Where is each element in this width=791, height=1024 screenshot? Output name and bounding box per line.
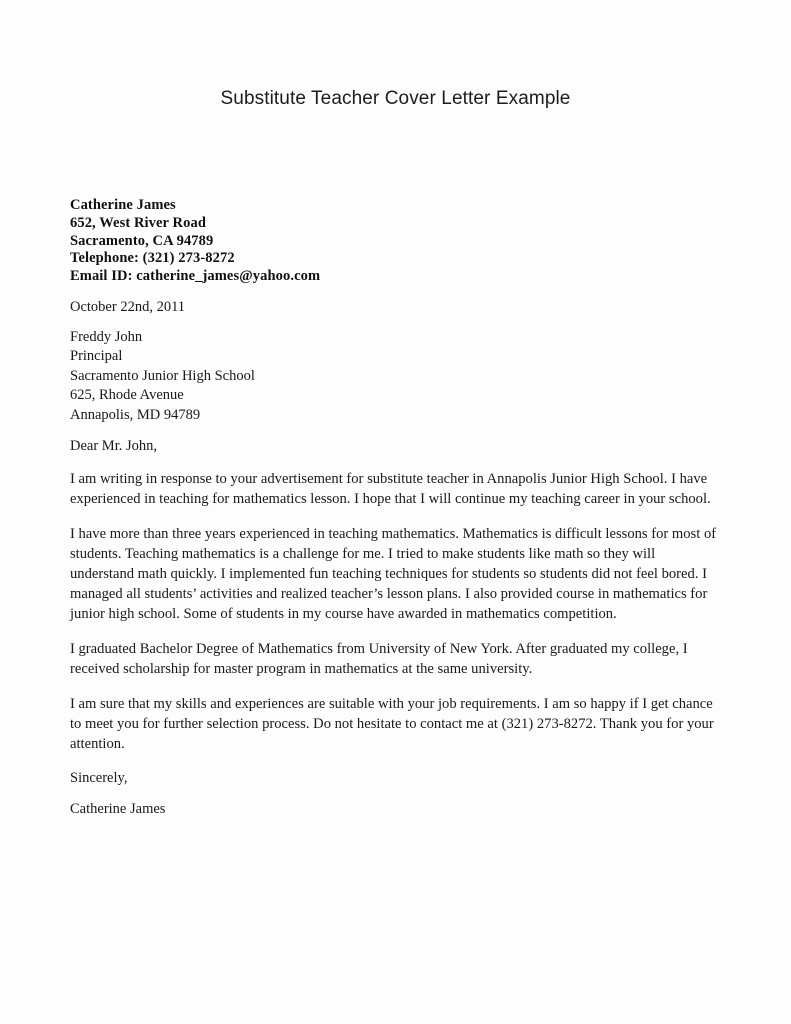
recipient-name: Freddy John (70, 328, 143, 345)
sender-address-block (70, 197, 722, 286)
signature-name: Catherine James (70, 800, 166, 817)
closing-salutation: Sincerely, (70, 769, 128, 786)
body-paragraph-4: I am sure that my skills and experiences are suitable with your job requirements. I am so happy if I get chance to meet you for further selection process. Do not hesitate to contact me at (321) 273-8272. Thank you for your attention. (70, 695, 714, 752)
recipient-street: 625, Rhode Avenue (70, 387, 184, 404)
sender-telephone: Telephone: (321) 273-8272 (70, 250, 235, 267)
sender-email: Email ID: catherine_james@yahoo.com (70, 268, 321, 285)
sender-city-state-zip: Sacramento, CA 94789 (70, 232, 214, 249)
letter-date: October 22nd, 2011 (70, 298, 186, 315)
body-paragraph-3: I graduated Bachelor Degree of Mathematics from University of New York. After graduated my college, I received scholarship for master program in mathematics at the same university. (70, 640, 688, 677)
cover-letter-body (70, 197, 722, 819)
recipient-organization: Sacramento Junior High School (70, 367, 255, 384)
salutation: Dear Mr. John, (70, 438, 157, 455)
sender-street: 652, West River Road (70, 214, 206, 231)
body-paragraph-2: I have more than three years experienced in teaching mathematics. Mathematics is difficult lessons for most of students. Teaching mathematics is a challenge for me. I tried to make students like math so they will understand math quickly. I implemented fun teaching techniques for students so students did not feel bored. I managed all students’ activities and realized teacher’s lesson plans. I also provided course in mathematics for junior high school. Some of students in my course have awarded in mathematics competition. (70, 525, 717, 623)
body-paragraph-1: I am writing in response to your advertisement for substitute teacher in Annapolis Junior High School. I have experienced in teaching for mathematics lesson. I hope that I will continue my teaching career in your school. (70, 471, 711, 508)
sender-name: Catherine James (70, 197, 176, 213)
recipient-job-title: Principal (70, 348, 123, 365)
recipient-address-block (70, 328, 722, 425)
page-title: Substitute Teacher Cover Letter Example (220, 88, 571, 109)
recipient-city-state-zip: Annapolis, MD 94789 (70, 406, 201, 423)
